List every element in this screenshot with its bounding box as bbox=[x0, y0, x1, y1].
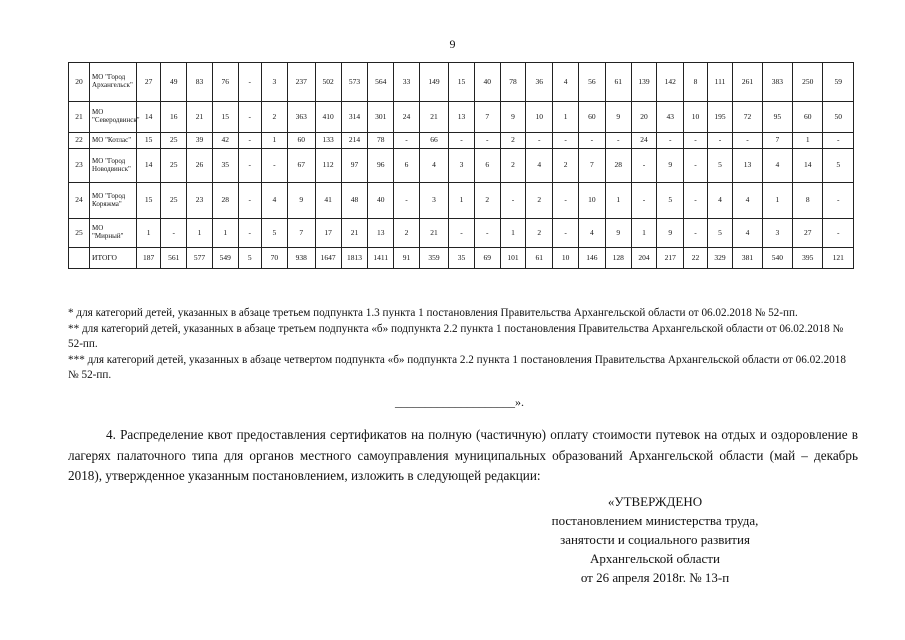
table-cell: 139 bbox=[631, 63, 657, 102]
approval-line-5: от 26 апреля 2018г. № 13-п bbox=[580, 570, 730, 585]
table-cell: 10 bbox=[553, 248, 579, 269]
table-cell: 314 bbox=[341, 102, 368, 133]
table-cell: 41 bbox=[315, 183, 341, 219]
table-cell: 24 bbox=[394, 102, 420, 133]
table-cell: 7 bbox=[762, 133, 792, 149]
table-cell: 5 bbox=[823, 149, 854, 183]
table-cell: - bbox=[605, 133, 631, 149]
table-row bbox=[69, 149, 854, 183]
table-cell: 61 bbox=[526, 248, 553, 269]
table-cell: 146 bbox=[578, 248, 605, 269]
table-cell: 1 bbox=[605, 183, 631, 219]
table-cell: 2 bbox=[526, 219, 553, 248]
table-cell: 540 bbox=[762, 248, 792, 269]
table-cell: - bbox=[261, 149, 287, 183]
municipality-name: МО "Котлас" bbox=[90, 133, 137, 149]
table-cell: 60 bbox=[793, 102, 823, 133]
table-cell: 35 bbox=[449, 248, 475, 269]
table-cell: 1 bbox=[136, 219, 161, 248]
table-cell: 83 bbox=[187, 63, 213, 102]
table-row bbox=[69, 183, 854, 219]
table-cell: 25 bbox=[161, 183, 187, 219]
table-cell: 56 bbox=[578, 63, 605, 102]
table-cell: 78 bbox=[368, 133, 394, 149]
table-cell: 3 bbox=[449, 149, 475, 183]
table-cell: 23 bbox=[187, 183, 213, 219]
table-cell: 15 bbox=[449, 63, 475, 102]
table-cell: 48 bbox=[341, 183, 368, 219]
table-cell: 549 bbox=[212, 248, 238, 269]
table-cell: 9 bbox=[657, 149, 684, 183]
table-cell: 381 bbox=[733, 248, 762, 269]
table-cell: 76 bbox=[212, 63, 238, 102]
table-cell: 195 bbox=[707, 102, 733, 133]
table-cell: - bbox=[684, 219, 707, 248]
table-cell: 20 bbox=[631, 102, 657, 133]
table-cell: - bbox=[394, 133, 420, 149]
table-cell: 502 bbox=[315, 63, 341, 102]
page-number: 9 bbox=[449, 37, 456, 51]
table-cell: - bbox=[474, 219, 500, 248]
footnote-3: *** для категорий детей, указанных в абзаце четвертом подпункта «б» подпункта 2.2 пункта 1 постановления Правительства Архангельской области от 06.02.2018 № 52-пп. bbox=[68, 353, 846, 381]
table-cell: 9 bbox=[287, 183, 315, 219]
table-cell: 95 bbox=[762, 102, 792, 133]
table-cell: 21 bbox=[187, 102, 213, 133]
municipality-name: МО "Город Новодвинск" bbox=[90, 149, 137, 183]
table-cell: 2 bbox=[553, 149, 579, 183]
table-cell: 72 bbox=[733, 102, 762, 133]
table-cell: - bbox=[238, 219, 261, 248]
municipality-name: МО "Мирный" bbox=[90, 219, 137, 248]
table-cell: 21 bbox=[341, 219, 368, 248]
table-cell: 39 bbox=[187, 133, 213, 149]
table-cell: 4 bbox=[419, 149, 448, 183]
row-number: 21 bbox=[69, 102, 90, 133]
table-cell: 1 bbox=[793, 133, 823, 149]
table-cell: 42 bbox=[212, 133, 238, 149]
table-cell: 1 bbox=[449, 183, 475, 219]
table-cell: 24 bbox=[631, 133, 657, 149]
table-cell: 1 bbox=[261, 133, 287, 149]
table-cell: 16 bbox=[161, 102, 187, 133]
table-cell: - bbox=[449, 219, 475, 248]
row-number: 23 bbox=[69, 149, 90, 183]
table-cell: 15 bbox=[136, 183, 161, 219]
table-cell: 9 bbox=[500, 102, 526, 133]
table-cell: 4 bbox=[578, 219, 605, 248]
table-cell: - bbox=[553, 219, 579, 248]
table-cell: 577 bbox=[187, 248, 213, 269]
table-cell: 40 bbox=[474, 63, 500, 102]
table-cell: 112 bbox=[315, 149, 341, 183]
row-number: 22 bbox=[69, 133, 90, 149]
table-cell: - bbox=[707, 133, 733, 149]
table-cell: 28 bbox=[212, 183, 238, 219]
table-cell: 7 bbox=[287, 219, 315, 248]
table-cell: 564 bbox=[368, 63, 394, 102]
approval-stamp bbox=[520, 492, 790, 587]
table-cell: 13 bbox=[368, 219, 394, 248]
table-cell: 128 bbox=[605, 248, 631, 269]
table-cell: 21 bbox=[419, 219, 448, 248]
table-cell: 149 bbox=[419, 63, 448, 102]
table-cell: - bbox=[684, 133, 707, 149]
table-cell: 261 bbox=[733, 63, 762, 102]
table-cell: 50 bbox=[823, 102, 854, 133]
table-cell: 49 bbox=[161, 63, 187, 102]
table-cell: 40 bbox=[368, 183, 394, 219]
table-cell: 359 bbox=[419, 248, 448, 269]
table-cell: 4 bbox=[553, 63, 579, 102]
table-cell: 25 bbox=[161, 133, 187, 149]
table-cell: 17 bbox=[315, 219, 341, 248]
table-cell: 21 bbox=[419, 102, 448, 133]
row-number: 24 bbox=[69, 183, 90, 219]
table-cell: - bbox=[733, 133, 762, 149]
footnote-2: ** для категорий детей, указанных в абзаце третьем подпункта «б» подпункта 2.2 пункта 1 постановления Правительства Архангельской области от 06.02.2018 № 52-пп. bbox=[68, 322, 844, 350]
table-cell: 14 bbox=[136, 149, 161, 183]
table-cell: - bbox=[684, 149, 707, 183]
table-cell: 26 bbox=[187, 149, 213, 183]
table-cell: 78 bbox=[500, 63, 526, 102]
table-cell: - bbox=[238, 183, 261, 219]
table-cell: 237 bbox=[287, 63, 315, 102]
table-cell: 70 bbox=[261, 248, 287, 269]
quota-table bbox=[68, 62, 854, 269]
table-row bbox=[69, 219, 854, 248]
table-cell: 4 bbox=[762, 149, 792, 183]
table-cell: 573 bbox=[341, 63, 368, 102]
table-cell: 561 bbox=[161, 248, 187, 269]
table-cell: 2 bbox=[261, 102, 287, 133]
footnotes bbox=[68, 306, 858, 384]
table-cell: 33 bbox=[394, 63, 420, 102]
footnote-1: * для категорий детей, указанных в абзаце третьем подпункта 1.3 пункта 1 постановления Правительства Архангельской области от 06.02.2018 № 52-пп. bbox=[68, 307, 798, 319]
table-cell: 4 bbox=[526, 149, 553, 183]
table-cell: 91 bbox=[394, 248, 420, 269]
table-cell: - bbox=[553, 133, 579, 149]
municipality-name: МО "Город Коряжма" bbox=[90, 183, 137, 219]
table-cell: 1 bbox=[187, 219, 213, 248]
table-cell: 7 bbox=[474, 102, 500, 133]
row-number bbox=[69, 248, 90, 269]
table-cell: - bbox=[823, 183, 854, 219]
row-number: 20 bbox=[69, 63, 90, 102]
table-cell: - bbox=[823, 219, 854, 248]
approval-line-4: Архангельской области bbox=[590, 551, 720, 566]
table-cell: 5 bbox=[261, 219, 287, 248]
table-cell: 10 bbox=[684, 102, 707, 133]
closing-mark: ____________________». bbox=[395, 395, 524, 409]
table-cell: 10 bbox=[578, 183, 605, 219]
table-cell: 4 bbox=[707, 183, 733, 219]
table-cell: - bbox=[823, 133, 854, 149]
table-cell: 1 bbox=[762, 183, 792, 219]
table-cell: - bbox=[631, 183, 657, 219]
table-cell: 60 bbox=[578, 102, 605, 133]
table-cell: - bbox=[526, 133, 553, 149]
table-row bbox=[69, 102, 854, 133]
table-cell: - bbox=[238, 63, 261, 102]
approval-line-3: занятости и социального развития bbox=[560, 532, 750, 547]
table-cell: 1813 bbox=[341, 248, 368, 269]
table-cell: 187 bbox=[136, 248, 161, 269]
table-cell: 1 bbox=[500, 219, 526, 248]
table-cell: - bbox=[238, 149, 261, 183]
table-cell: 101 bbox=[500, 248, 526, 269]
table-cell: 60 bbox=[287, 133, 315, 149]
table-cell: 204 bbox=[631, 248, 657, 269]
approval-line-2: постановлением министерства труда, bbox=[551, 513, 759, 528]
table-total-row bbox=[69, 248, 854, 269]
table-cell: 2 bbox=[474, 183, 500, 219]
table-cell: 938 bbox=[287, 248, 315, 269]
table-cell: - bbox=[578, 133, 605, 149]
table-cell: 363 bbox=[287, 102, 315, 133]
municipality-name: МО "Город Архангельск" bbox=[90, 63, 137, 102]
row-number: 25 bbox=[69, 219, 90, 248]
table-cell: 214 bbox=[341, 133, 368, 149]
table-cell: 111 bbox=[707, 63, 733, 102]
table-cell: 383 bbox=[762, 63, 792, 102]
table-cell: 9 bbox=[605, 102, 631, 133]
municipality-name: МО "Северодвинск" bbox=[90, 102, 137, 133]
table-cell: 13 bbox=[449, 102, 475, 133]
table-cell: 61 bbox=[605, 63, 631, 102]
table-cell: 28 bbox=[605, 149, 631, 183]
table-cell: 13 bbox=[733, 149, 762, 183]
table-cell: 96 bbox=[368, 149, 394, 183]
table-cell: 4 bbox=[261, 183, 287, 219]
table-cell: 1411 bbox=[368, 248, 394, 269]
table-cell: 5 bbox=[238, 248, 261, 269]
table-cell: 3 bbox=[261, 63, 287, 102]
table-cell: 97 bbox=[341, 149, 368, 183]
table-cell: 1647 bbox=[315, 248, 341, 269]
table-cell: 3 bbox=[762, 219, 792, 248]
approval-line-1: «УТВЕРЖДЕНО bbox=[607, 494, 703, 509]
table-cell: 2 bbox=[500, 149, 526, 183]
table-cell: 2 bbox=[394, 219, 420, 248]
table-cell: 121 bbox=[823, 248, 854, 269]
table-cell: 5 bbox=[657, 183, 684, 219]
table-row bbox=[69, 133, 854, 149]
table-cell: - bbox=[684, 183, 707, 219]
table-cell: 329 bbox=[707, 248, 733, 269]
table-cell: 9 bbox=[605, 219, 631, 248]
table-cell: - bbox=[474, 133, 500, 149]
table-cell: - bbox=[553, 183, 579, 219]
table-cell: 66 bbox=[419, 133, 448, 149]
table-cell: 9 bbox=[657, 219, 684, 248]
table-cell: - bbox=[449, 133, 475, 149]
table-cell: 250 bbox=[793, 63, 823, 102]
table-cell: 5 bbox=[707, 219, 733, 248]
municipality-name: ИТОГО bbox=[90, 248, 137, 269]
table-cell: 10 bbox=[526, 102, 553, 133]
table-cell: 15 bbox=[212, 102, 238, 133]
table-cell: 27 bbox=[136, 63, 161, 102]
table-cell: - bbox=[631, 149, 657, 183]
table-cell: 1 bbox=[212, 219, 238, 248]
table-cell: 59 bbox=[823, 63, 854, 102]
table-cell: 43 bbox=[657, 102, 684, 133]
table-cell: - bbox=[161, 219, 187, 248]
table-cell: 217 bbox=[657, 248, 684, 269]
table-cell: 5 bbox=[707, 149, 733, 183]
table-cell: 142 bbox=[657, 63, 684, 102]
table-cell: 69 bbox=[474, 248, 500, 269]
table-cell: 133 bbox=[315, 133, 341, 149]
table-cell: - bbox=[394, 183, 420, 219]
table-cell: 8 bbox=[684, 63, 707, 102]
table-cell: - bbox=[500, 183, 526, 219]
table-cell: 6 bbox=[474, 149, 500, 183]
table-cell: 7 bbox=[578, 149, 605, 183]
table-cell: 4 bbox=[733, 183, 762, 219]
table-cell: - bbox=[657, 133, 684, 149]
table-cell: 395 bbox=[793, 248, 823, 269]
table-cell: 1 bbox=[553, 102, 579, 133]
table-cell: 36 bbox=[526, 63, 553, 102]
table-cell: 6 bbox=[394, 149, 420, 183]
table-cell: - bbox=[238, 133, 261, 149]
table-cell: 3 bbox=[419, 183, 448, 219]
table-cell: 27 bbox=[793, 219, 823, 248]
table-cell: 14 bbox=[793, 149, 823, 183]
table-cell: 2 bbox=[526, 183, 553, 219]
table-cell: - bbox=[238, 102, 261, 133]
table-row bbox=[69, 63, 854, 102]
table-cell: 4 bbox=[733, 219, 762, 248]
table-cell: 14 bbox=[136, 102, 161, 133]
table-cell: 25 bbox=[161, 149, 187, 183]
table-cell: 1 bbox=[631, 219, 657, 248]
table-cell: 410 bbox=[315, 102, 341, 133]
table-cell: 301 bbox=[368, 102, 394, 133]
table-cell: 67 bbox=[287, 149, 315, 183]
table-cell: 35 bbox=[212, 149, 238, 183]
table-cell: 22 bbox=[684, 248, 707, 269]
table-cell: 2 bbox=[500, 133, 526, 149]
paragraph-4: 4. Распределение квот предоставления сертификатов на полную (частичную) оплату стоимости путевок на отдых и оздоровление в лагерях палаточного типа для органов местного самоуправления муниципальных образований Архангельской области (май – декабрь 2018), утвержденное указанным постановлением, изложить в следующей редакции: bbox=[68, 427, 858, 483]
table-cell: 15 bbox=[136, 133, 161, 149]
table-cell: 8 bbox=[793, 183, 823, 219]
